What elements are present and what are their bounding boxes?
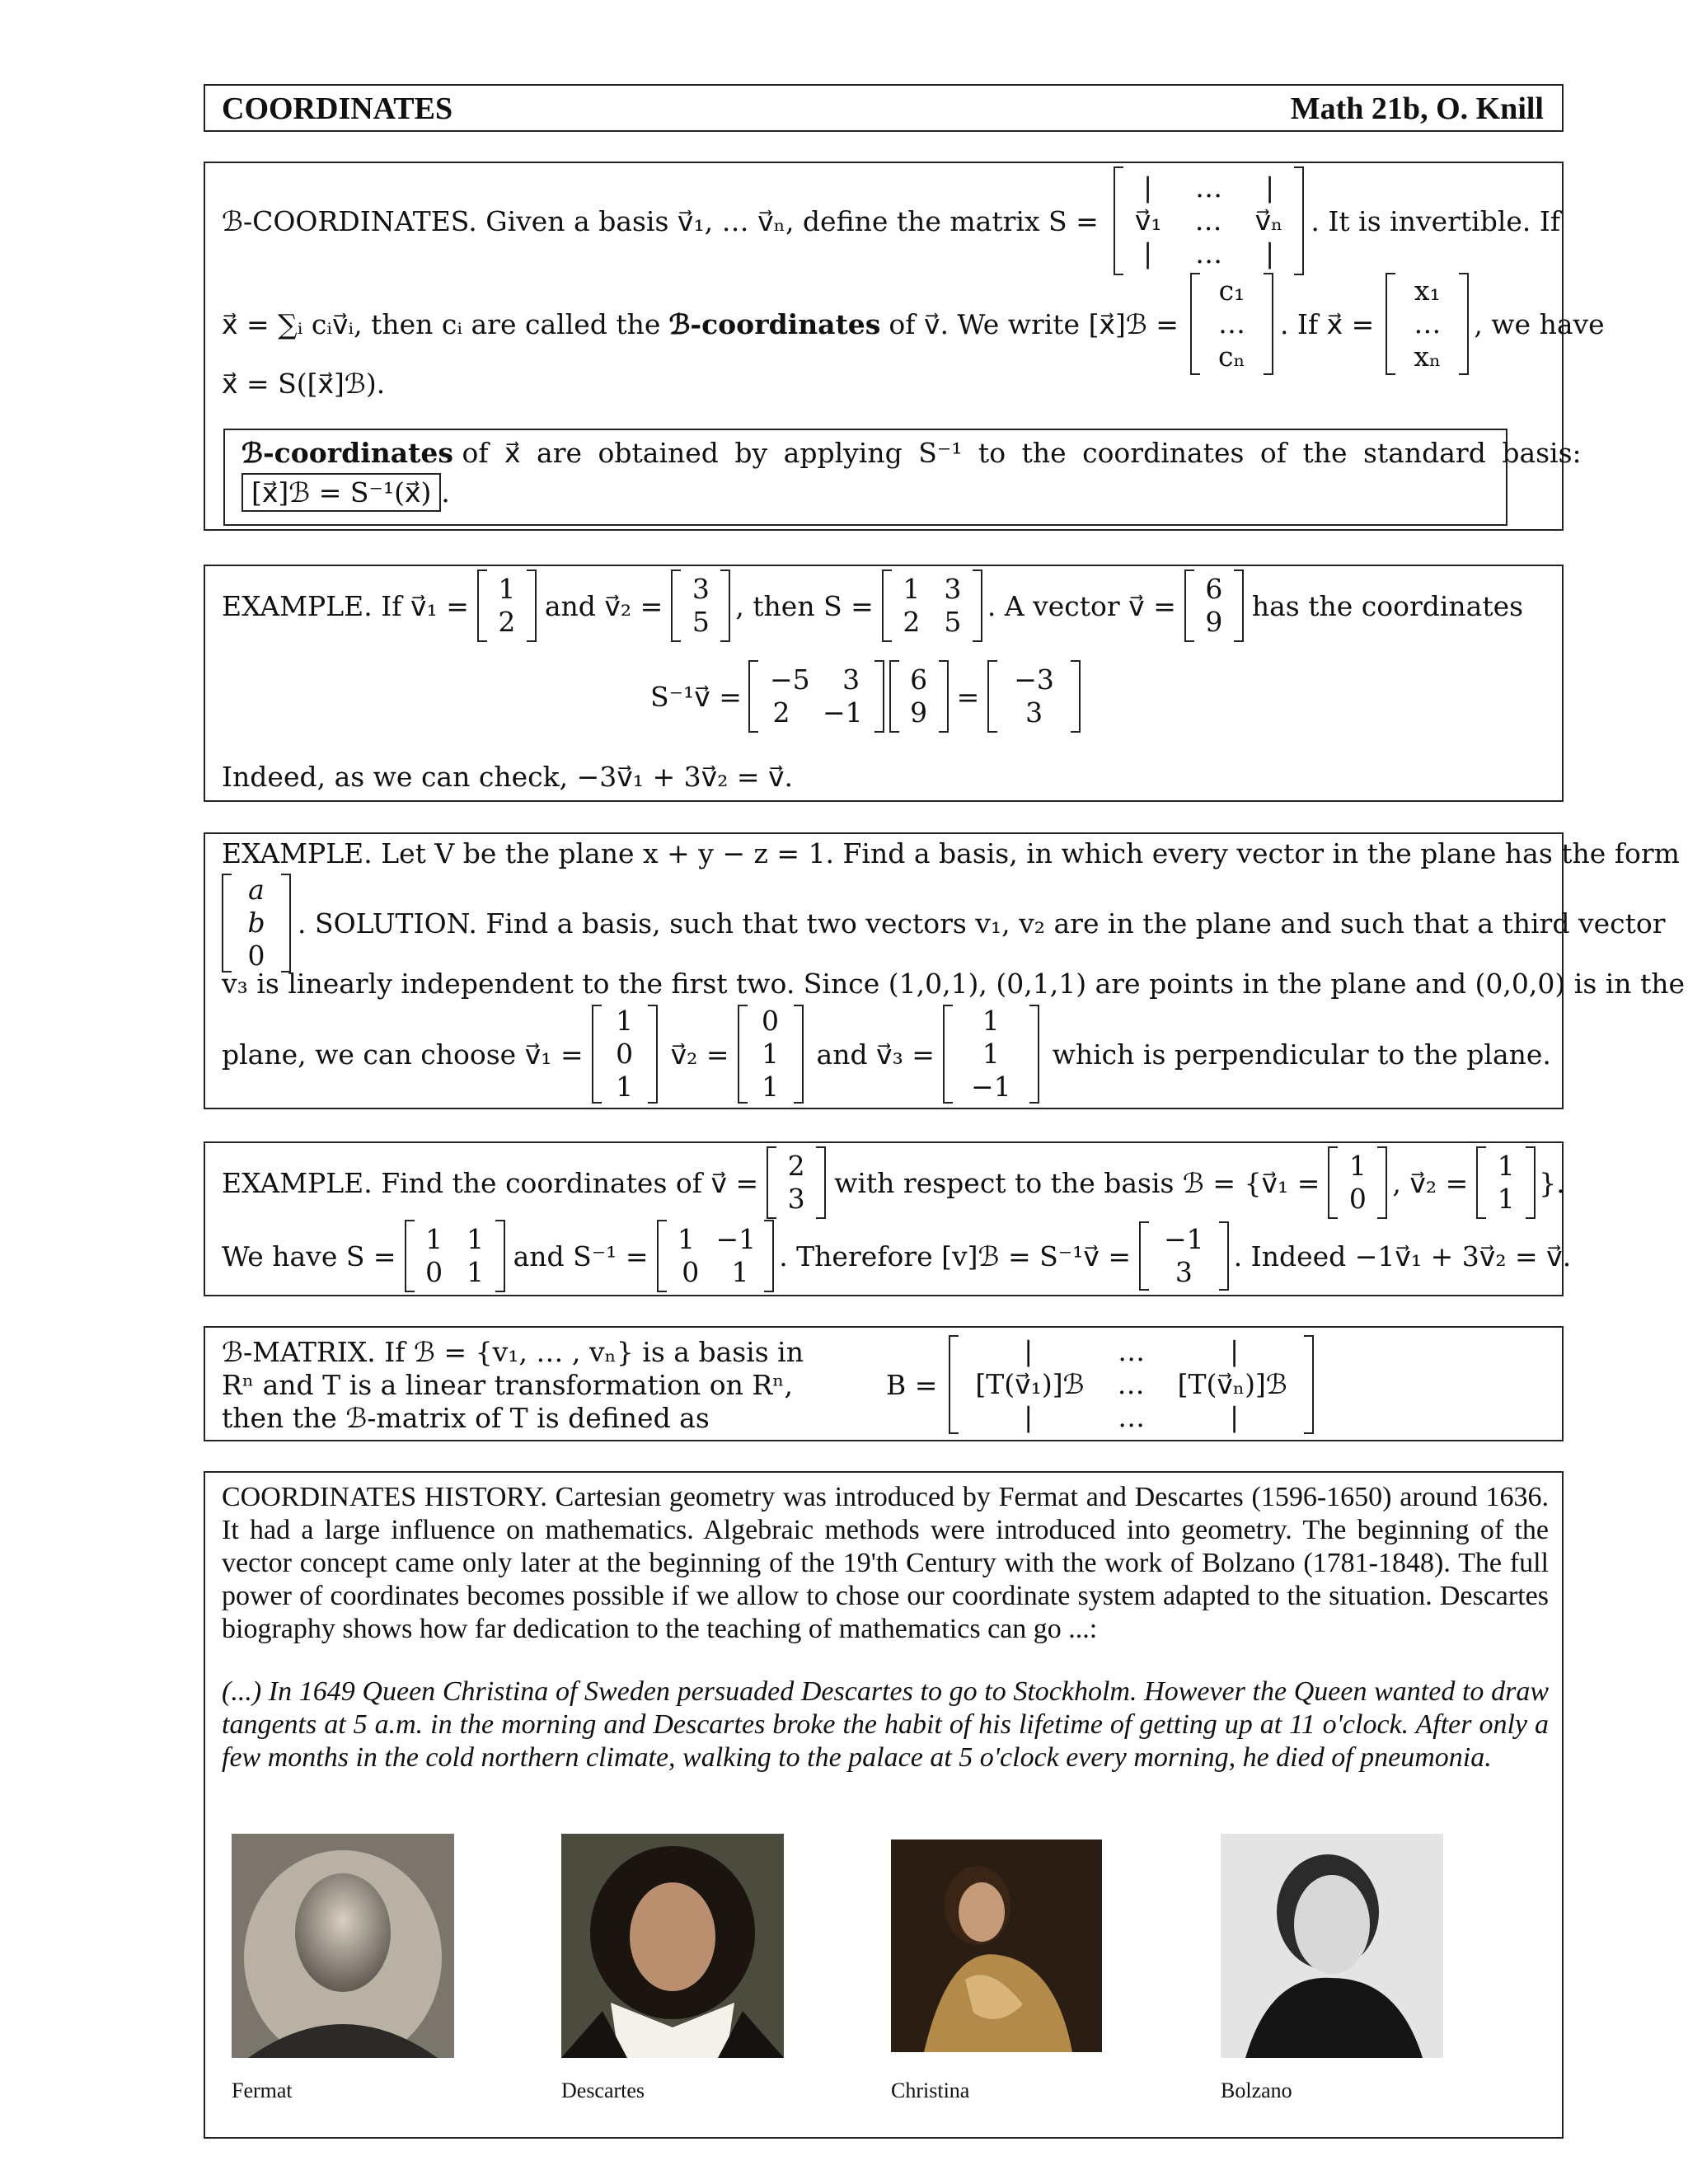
course-label: Math 21b, O. Knill: [1290, 91, 1544, 126]
cell: 2: [787, 1150, 805, 1182]
res-vec: [1139, 1221, 1229, 1291]
sec3-line1: EXAMPLE. Let V be the plane x + y − z = 1. Find a basis, in which every vector in the plane has the form: [222, 837, 1680, 869]
cell: 3: [1025, 696, 1043, 729]
m-cell: |: [1143, 237, 1153, 269]
sec2-line1: [222, 569, 1523, 642]
cell: 1: [467, 1256, 485, 1288]
page-title: COORDINATES: [222, 91, 453, 126]
cell: 2: [903, 606, 921, 638]
caption-fermat: Fermat: [232, 2079, 293, 2102]
box-formula: [x⃗]ℬ = S⁻¹(x⃗): [241, 473, 441, 512]
cell: −1: [1164, 1223, 1204, 1255]
x-cell: …: [1414, 307, 1442, 340]
sec4-s4: . Indeed −1v⃗₁ + 3v⃗₂ = v⃗.: [1233, 1240, 1572, 1272]
cell: 6: [1205, 573, 1223, 605]
cell: |: [1230, 1401, 1240, 1433]
cell: 1: [678, 1223, 696, 1255]
cell: 1: [616, 1005, 634, 1037]
sec3-line2: [222, 874, 1666, 972]
cell: 1: [1497, 1183, 1515, 1215]
sec1-line3: x⃗ = S([x⃗]ℬ).: [222, 368, 386, 400]
cell: 1: [982, 1005, 1000, 1037]
sec4-t2: with respect to the basis ℬ = {v⃗₁ =: [834, 1166, 1320, 1199]
cell: 1: [1497, 1150, 1515, 1182]
cell: 3: [692, 573, 710, 605]
cell: 5: [944, 606, 962, 638]
vector-c: [1190, 273, 1273, 375]
fermat-portrait: [232, 1834, 454, 2058]
cell: 1: [762, 1038, 780, 1070]
c-cell: c₁: [1218, 274, 1245, 307]
cell: 5: [692, 606, 710, 638]
b-lhs: B =: [886, 1368, 938, 1401]
cell: 1: [731, 1256, 749, 1288]
m-cell: v⃗ₙ: [1254, 204, 1283, 237]
cell: [T(v⃗₁)]ℬ: [975, 1368, 1085, 1400]
sec4-s2: and S⁻¹ =: [513, 1240, 649, 1272]
cell: −1: [715, 1223, 757, 1255]
cell: 0: [425, 1256, 443, 1288]
cell: [T(v⃗ₙ)]ℬ: [1177, 1368, 1287, 1400]
cell: …: [1118, 1335, 1146, 1367]
sec3-l4c: and v⃗₃ =: [816, 1038, 935, 1071]
history-quote: (...) In 1649 Queen Christina of Sweden persuaded Descartes to go to Stockholm. However the Queen wanted to draw tangents at 5 a.m. in the morning and Descartes broke the habit of his lifetime of getting up at 11 o'clock. After only a few months in the cold northern climate, walking to the palace at 5 o'clock every morning, he died of pneumonia.: [222, 1676, 1549, 1773]
m-cell: …: [1194, 204, 1222, 237]
sec3-line3: v₃ is linearly independent to the first two. Since (1,0,1), (0,1,1) are points in the plane and (0,0,0) is in the: [222, 968, 1686, 1000]
cell: |: [1024, 1401, 1034, 1433]
cell: 2: [498, 606, 516, 638]
m-cell: v⃗₁: [1134, 204, 1162, 237]
cell: |: [1230, 1335, 1240, 1367]
m-cell: |: [1143, 171, 1153, 204]
cell: |: [1024, 1335, 1034, 1367]
caption-bolzano: Bolzano: [1221, 2079, 1292, 2102]
sec4-s1: We have S =: [222, 1240, 396, 1272]
sec1-l1a: ℬ-COORDINATES. Given a basis v⃗₁, … v⃗ₙ, define the matrix S =: [222, 204, 1099, 237]
b-matrix: [949, 1335, 1313, 1434]
sec2-t1: EXAMPLE. If v⃗₁ =: [222, 589, 469, 622]
sec5-text: [222, 1336, 804, 1435]
sec3-l2: . SOLUTION. Find a basis, such that two vectors v₁, v₂ are in the plane and such that a third vector: [298, 907, 1666, 940]
cell: 1: [1348, 1150, 1367, 1182]
sec2-t5: has the coordinates: [1251, 589, 1524, 622]
sec2-t4: . A vector v⃗ =: [987, 589, 1176, 622]
sec4-t4: }.: [1539, 1166, 1565, 1199]
sec4-t1: EXAMPLE. Find the coordinates of v⃗ =: [222, 1166, 759, 1199]
descartes-portrait: [561, 1834, 784, 2058]
v1-vec: [592, 1005, 658, 1104]
sec1-l2a: x⃗ = ∑ᵢ cᵢv⃗ᵢ, then cᵢ are called the: [222, 307, 661, 340]
c-cell: …: [1217, 307, 1245, 340]
v2-vec: [671, 569, 730, 642]
m-cell: …: [1195, 171, 1223, 204]
sec3-l4d: which is perpendicular to the plane.: [1052, 1038, 1551, 1071]
cell: 9: [910, 696, 928, 729]
sinv-matrix: [657, 1220, 775, 1292]
sec5-matrix-wrap: [886, 1334, 1314, 1435]
history-paragraph: COORDINATES HISTORY. Cartesian geometry was introduced by Fermat and Descartes (1596-1650) around 1636. It had a large influence on mathematics. Algebraic methods were introduced into geometry. The beginning of the vector concept came only later at the beginning of the 19'th Century with the work of Bolzano (1781-1848). The full power of coordinates becomes possible if we allow to chose our coordinate system adapted to the situation. Descartes biography shows how far dedication to the teaching of mathematics can go ...:: [222, 1482, 1549, 1644]
v3-vec: [943, 1005, 1039, 1104]
cell: 1: [616, 1071, 634, 1103]
sec4-s3: . Therefore [v]ℬ = S⁻¹v⃗ =: [779, 1240, 1132, 1272]
cell: 1: [903, 573, 921, 605]
cell: 0: [1348, 1183, 1367, 1215]
sec1-line1: [222, 163, 1560, 279]
cell: …: [1118, 1401, 1146, 1433]
cell: 6: [910, 663, 928, 696]
section-example-1: [204, 565, 1564, 802]
sec4-line2: [222, 1221, 1571, 1291]
m-cell: …: [1195, 237, 1223, 269]
cell: 3: [944, 573, 962, 605]
box-text: of x⃗ are obtained by applying S⁻¹ to the coordinates of the standard basis:: [462, 437, 1582, 469]
sec4-t3: , v⃗₂ =: [1392, 1166, 1469, 1199]
cell: 1: [425, 1223, 443, 1255]
v-vec: [767, 1146, 826, 1219]
c-cell: cₙ: [1218, 340, 1245, 373]
header-bar: [204, 84, 1564, 132]
sec2-t2: and v⃗₂ =: [544, 589, 663, 622]
sec1-line2: [222, 270, 1605, 377]
vv-vec: [889, 660, 949, 733]
bolzano-portrait: [1221, 1834, 1443, 2058]
s-matrix: [882, 569, 982, 642]
eq-sign: =: [956, 680, 980, 713]
box-formula-wrap: [x⃗]ℬ = S⁻¹(x⃗) .: [241, 476, 450, 509]
cell: −1: [970, 1071, 1011, 1103]
sec3-l4a: plane, we can choose v⃗₁ =: [222, 1038, 584, 1071]
sec3-line4: [222, 1004, 1551, 1104]
cell: 1: [498, 573, 516, 605]
cell: 1: [762, 1071, 780, 1103]
sec5-l1: ℬ-MATRIX. If ℬ = {v₁, … , vₙ} is a basis in: [222, 1336, 804, 1368]
matrix-s: [1114, 166, 1305, 275]
cell: b: [247, 907, 265, 939]
caption-christina: Christina: [891, 2079, 970, 2102]
eq-lhs: S⁻¹v⃗ =: [650, 680, 742, 713]
cell: 2: [772, 696, 790, 729]
sec1-l2d: , we have: [1474, 307, 1605, 340]
box-bold: ℬ-coordinates: [241, 437, 453, 469]
cell: 9: [1205, 606, 1223, 638]
b2-vec: [1476, 1146, 1536, 1219]
section-example-3: [204, 1141, 1572, 1296]
section-b-matrix: [204, 1326, 1564, 1441]
highlight-box: [223, 429, 1582, 526]
sec1-l2c: . If x⃗ =: [1279, 307, 1375, 340]
s-matrix: [405, 1220, 505, 1292]
m-cell: |: [1265, 171, 1275, 204]
cell: −1: [822, 696, 863, 729]
sec2-last: Indeed, as we can check, −3v⃗₁ + 3v⃗₂ = v⃗.: [222, 761, 793, 793]
box-line1: [241, 437, 1582, 469]
sec5-l2: Rⁿ and T is a linear transformation on Rⁿ,: [222, 1369, 793, 1401]
sec1-l2bold: ℬ-coordinates: [668, 307, 881, 340]
res-vec: [987, 660, 1081, 733]
sec4-line1: [222, 1146, 1565, 1219]
sec1-l2b: of v⃗. We write [x⃗]ℬ =: [889, 307, 1179, 340]
v2-vec: [738, 1005, 804, 1104]
sec2-equation: [650, 658, 1081, 734]
sec1-l1b: . It is invertible. If: [1311, 204, 1561, 237]
v-vec: [1184, 569, 1244, 642]
cell: −3: [1014, 663, 1054, 696]
cell: a: [248, 874, 265, 906]
section-b-coordinates: [204, 162, 1605, 531]
sinv-matrix: [748, 660, 884, 733]
m-cell: |: [1265, 237, 1275, 269]
sec2-t3: , then S =: [735, 589, 874, 622]
sec3-l4b: v⃗₂ =: [670, 1038, 729, 1071]
x-cell: xₙ: [1414, 340, 1442, 373]
christina-portrait: [891, 1840, 1102, 2052]
section-history: [204, 1471, 1564, 2139]
abc-vec: [222, 874, 291, 972]
cell: 0: [682, 1256, 700, 1288]
cell: …: [1117, 1368, 1145, 1400]
x-cell: x₁: [1414, 274, 1441, 307]
cell: 1: [982, 1038, 1000, 1070]
sec5-l3: then the ℬ-matrix of T is defined as: [222, 1402, 710, 1434]
cell: 3: [842, 663, 860, 696]
cell: −5: [769, 663, 810, 696]
cell: 3: [1175, 1256, 1193, 1288]
cell: 3: [787, 1183, 805, 1215]
caption-descartes: Descartes: [561, 2079, 645, 2102]
v1-vec: [477, 569, 537, 642]
cell: 0: [616, 1038, 634, 1070]
cell: 0: [762, 1005, 780, 1037]
cell: 0: [247, 940, 265, 972]
vector-x: [1386, 273, 1469, 375]
b1-vec: [1328, 1146, 1387, 1219]
cell: 1: [467, 1223, 485, 1255]
section-example-2: [204, 832, 1686, 1109]
